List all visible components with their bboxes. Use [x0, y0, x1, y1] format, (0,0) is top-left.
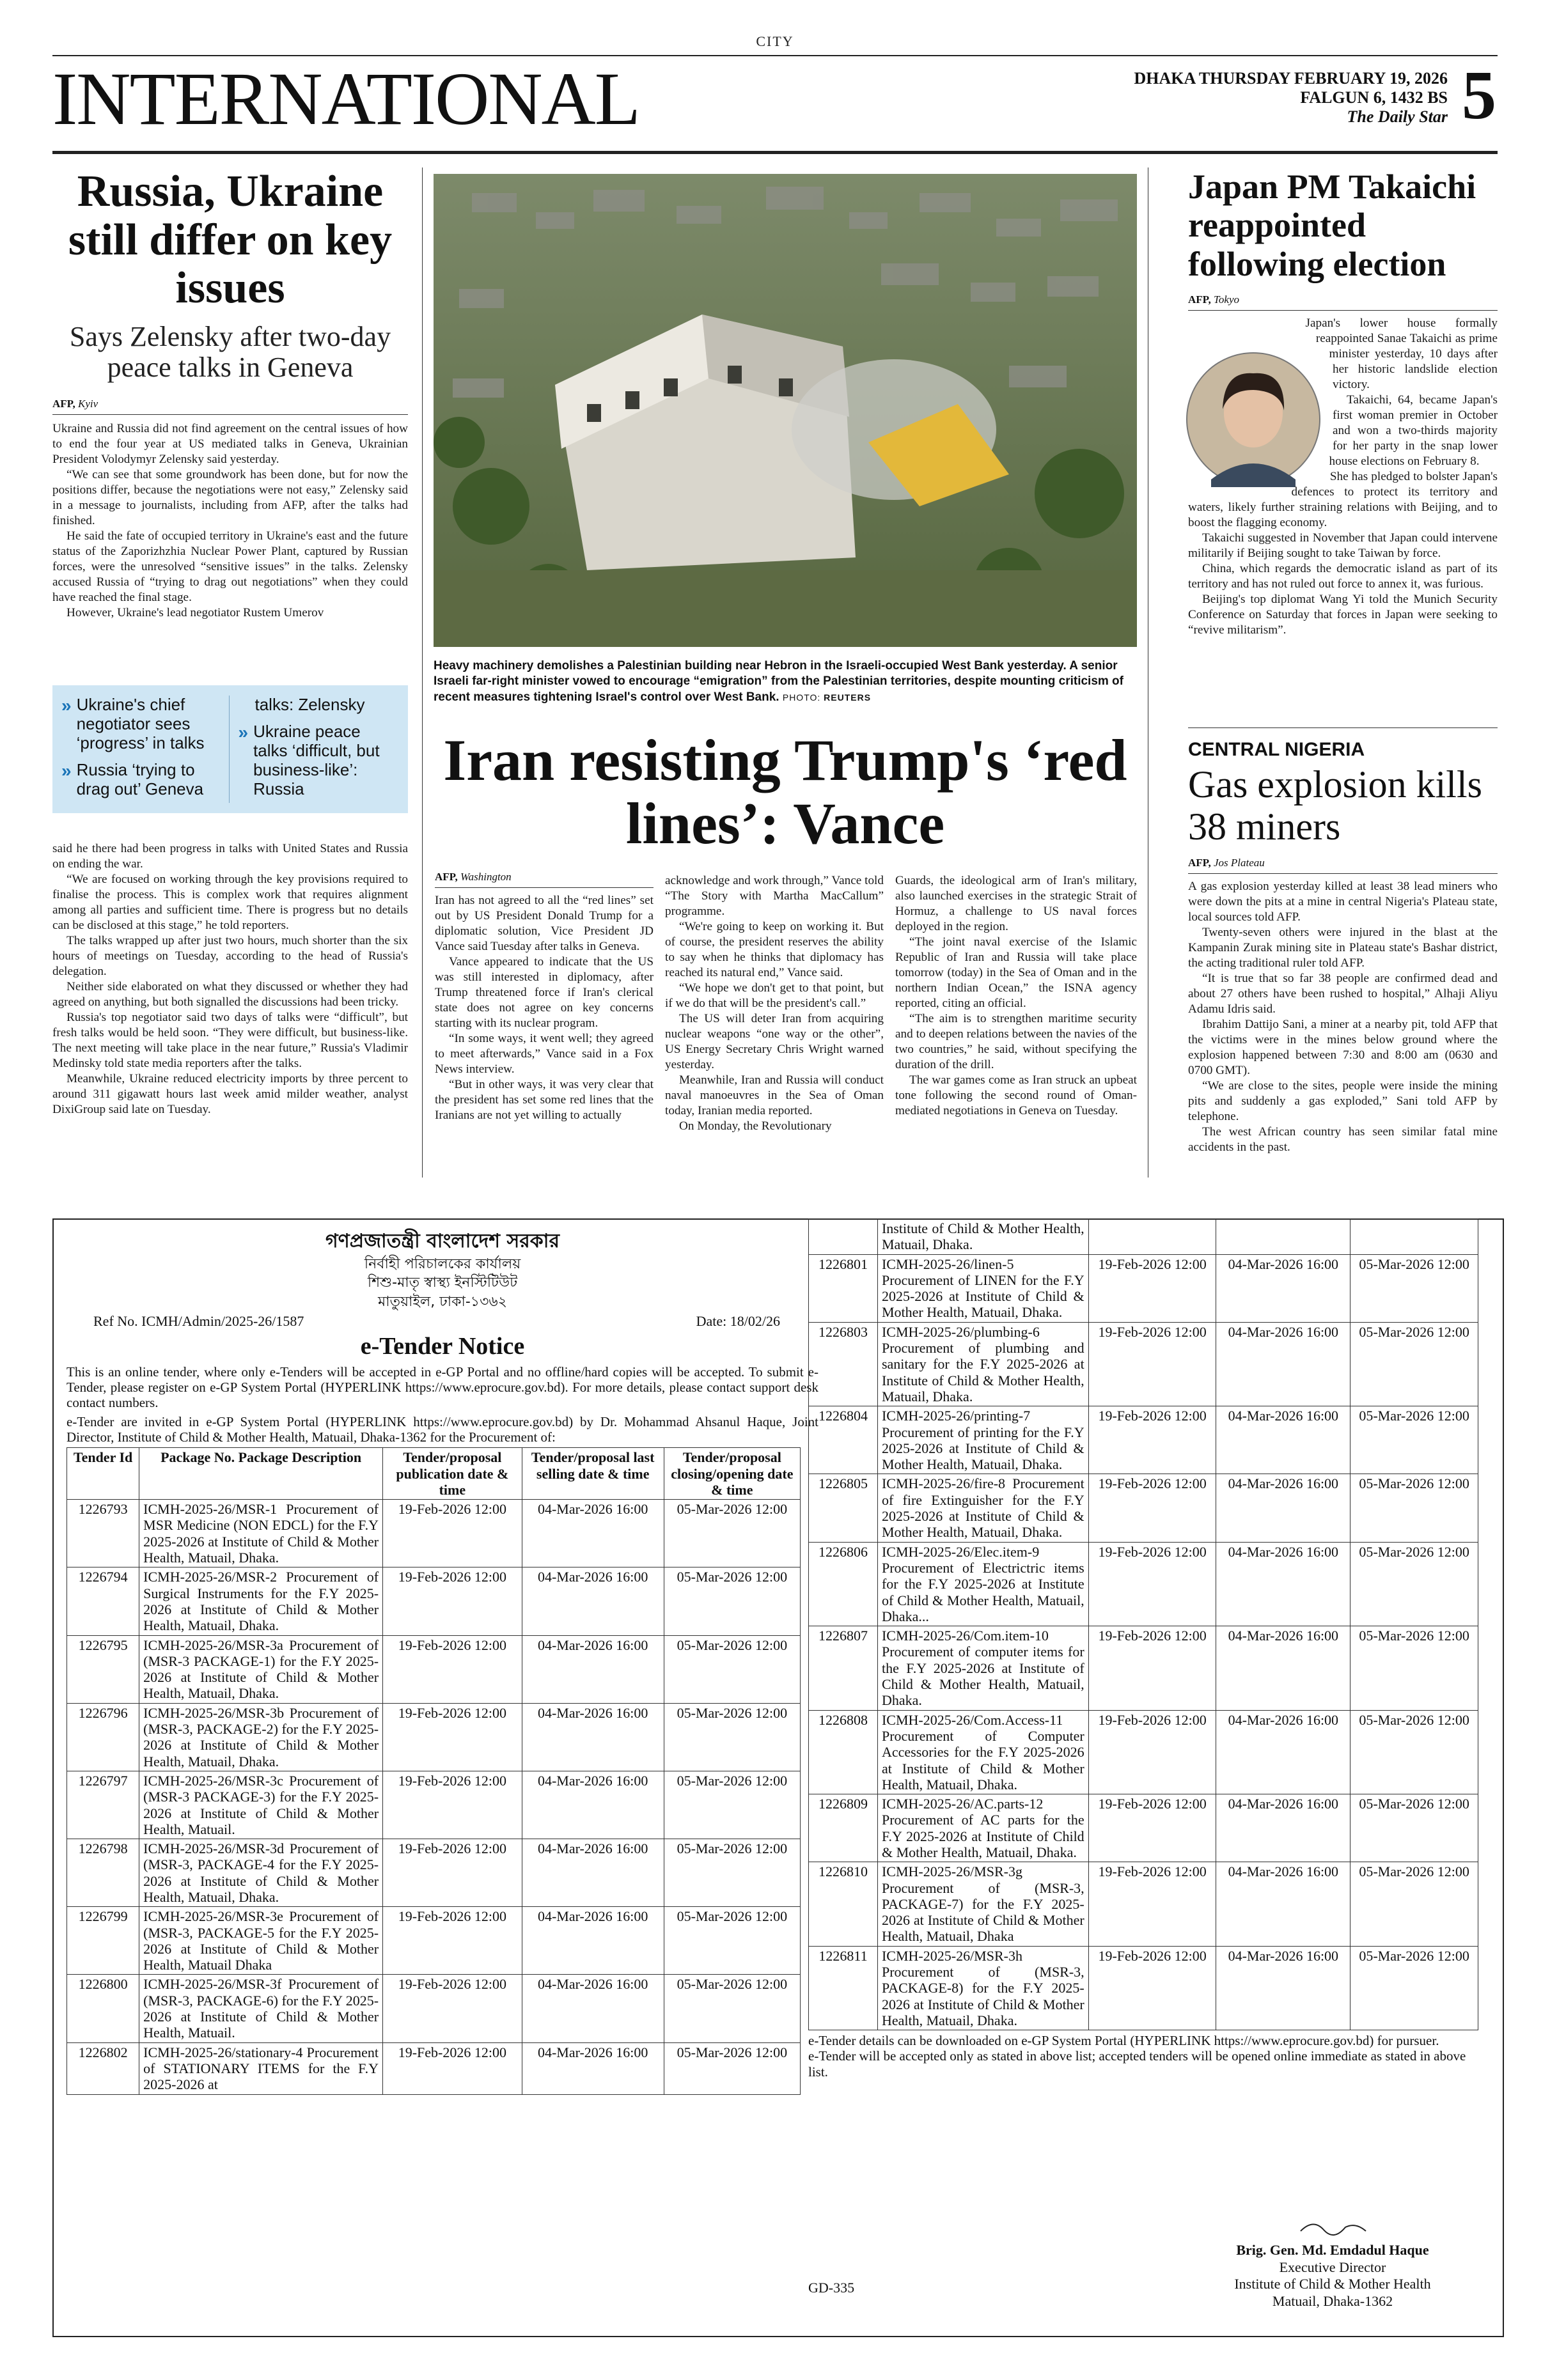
cell-tender-id: 1226809: [809, 1794, 878, 1862]
cell-last-selling: 04-Mar-2026 16:00: [522, 1567, 664, 1635]
table-row: [809, 1322, 1478, 1406]
cell-publication: 19-Feb-2026 12:00: [1088, 1946, 1216, 2030]
paragraph: “We're going to keep on working it. But of course, the president reserves the ability to say when he thinks that diplomacy has reached its natural end,” Vance said.: [665, 920, 884, 979]
russia-body-1: [52, 421, 408, 621]
related-link-cont[interactable]: talks: Zelensky: [254, 695, 365, 714]
signer-title: Executive Director: [1279, 2259, 1386, 2275]
cell-tender-id: 1226807: [809, 1626, 878, 1710]
paragraph: “We hope we don't get to that point, but if we do that will be the president's call.”: [665, 981, 884, 1010]
paragraph: Twenty-seven others were injured in the blast at the Kampanin Zurak mining site in Plateau state's Bashar district, the acting traditional ruler told AFP.: [1188, 926, 1498, 970]
cell-tender-id: 1226795: [67, 1635, 139, 1703]
paragraph: acknowledge and work through,” Vance told “The Story with Martha MacCallum” programme.: [665, 874, 884, 918]
cell-last-selling: 04-Mar-2026 16:00: [522, 1907, 664, 1975]
news-photo: [434, 174, 1137, 647]
cell-publication: 19-Feb-2026 12:00: [1088, 1254, 1216, 1322]
cell-last-selling: 04-Mar-2026 16:00: [1216, 1474, 1350, 1542]
notice-title: e-Tender Notice: [360, 1332, 525, 1360]
cell-closing: 05-Mar-2026 12:00: [664, 1907, 800, 1975]
paragraph: Russia's top negotiator said two days of talks were “difficult”, but fresh talks would be held soon. “They were difficult, but business-like. The next meeting will take place in the near future,” Russia's Vladimir Medinsky told state media reporters after the talks.: [52, 1011, 408, 1070]
cell-publication: 19-Feb-2026 12:00: [383, 1500, 522, 1567]
table-row: [67, 1500, 801, 1567]
cell-closing: 05-Mar-2026 12:00: [1350, 1254, 1478, 1322]
cell-package: ICMH-2025-26/Elec.item-9 Procurement of Electrictric items for the F.Y 2025-2026 at Institute of Child & Mother Health, Matuail, Dhaka...: [877, 1542, 1088, 1626]
cell-publication: 19-Feb-2026 12:00: [1088, 1474, 1216, 1542]
paragraph: Ukraine and Russia did not find agreement on the central issues of how to end the four year at US mediated talks in Geneva, Ukrainian President Volodymyr Zelensky said yesterday.: [52, 421, 408, 466]
cell-closing: 05-Mar-2026 12:00: [664, 1839, 800, 1907]
byline-place: Kyiv: [78, 397, 98, 410]
related-links-box: [52, 685, 408, 813]
table-row: [809, 1254, 1478, 1322]
signer-address: Matuail, Dhaka-1362: [1272, 2293, 1393, 2310]
paper-logo: The Daily Star: [1347, 107, 1448, 126]
paragraph: Takaichi, 64, became Japan's first woman premier in October and won a two-thirds majority for her party in the snap lower house elections on February 8.: [1329, 393, 1498, 469]
paragraph: The war games come as Iran struck an upbeat tone following the second round of Oman-mediated negotiations in Geneva on Tuesday.: [895, 1073, 1137, 1117]
paragraph: Vance appeared to indicate that the US was still interested in diplomacy, after Trump threatened force if Iran's clerical state does not agree on key concerns starting with its nuclear program.: [435, 955, 654, 1030]
institute-name: শিশু-মাতৃ স্বাস্থ্য ইনস্টিটিউট: [367, 1275, 518, 1291]
cell-closing: 05-Mar-2026 12:00: [1350, 1542, 1478, 1626]
cell-publication: 19-Feb-2026 12:00: [383, 2042, 522, 2094]
photo-caption: [434, 658, 1137, 705]
date-text: DHAKA THURSDAY FEBRUARY 19, 2026: [1134, 69, 1448, 88]
paragraph: She has pledged to bolster Japan's defences to protect its territory and waters, likely further straining relations with Beijing, and to boost the flagging economy.: [1188, 470, 1498, 530]
table-row: [67, 1703, 801, 1771]
tender-left: [67, 1229, 818, 2095]
portrait-photo: [1186, 352, 1321, 487]
cell-package: ICMH-2025-26/MSR-2 Procurement of Surgical Instruments for the F.Y 2025-2026 at Institute of Child & Mother Health, Matuail, Dhaka.: [139, 1567, 383, 1635]
paragraph: He said the fate of occupied territory in Ukraine's east and the future status of the Zaporizhzhia Nuclear Power Plant, captured by Russian forces, were the unresolved “sensitive issues” in the talks. Zelensky accused Russia of “trying to drag out negotiations” when they could have reached the final stage.: [52, 529, 408, 604]
cell-package: ICMH-2025-26/MSR-3d Procurement of (MSR-3, PACKAGE-4 for the F.Y 2025-2026 at Institute of Child & Mother Health, Matuail, Dhaka.: [139, 1839, 383, 1907]
chevron-right-icon: »: [61, 696, 72, 715]
header-package: Package No. Package Description: [139, 1448, 383, 1500]
page-number: 5: [1462, 58, 1496, 134]
signature-block: [1192, 2216, 1473, 2310]
cell-last-selling: 04-Mar-2026 16:00: [522, 1500, 664, 1567]
cell-tender-id: 1226796: [67, 1703, 139, 1771]
byline-agency: AFP,: [52, 397, 75, 410]
russia-byline: [52, 398, 408, 415]
table-row: [809, 1406, 1478, 1474]
paragraph: Takaichi suggested in November that Japan could intervene militarily if Beijing sought to take Taiwan by force.: [1188, 531, 1498, 561]
paragraph: said he there had been progress in talks with United States and Russia on ending the war.: [52, 842, 408, 871]
cell-closing: 05-Mar-2026 12:00: [1350, 1406, 1478, 1474]
paragraph: A gas explosion yesterday killed at least 38 lead miners who were down the pits at a mine in central Nigeria's Plateau state, local sources told AFP.: [1188, 880, 1498, 924]
table-row: [809, 1626, 1478, 1710]
cell-tender-id: 1226804: [809, 1406, 878, 1474]
byline-place: Jos Plateau: [1214, 857, 1265, 869]
cell-publication: 19-Feb-2026 12:00: [383, 1907, 522, 1975]
table-row: [67, 1907, 801, 1975]
photo-image: [434, 174, 1137, 647]
cell-tender-id: 1226805: [809, 1474, 878, 1542]
cell-closing: 05-Mar-2026 12:00: [664, 1975, 800, 2042]
table-row: [809, 1474, 1478, 1542]
header-closing: Tender/proposal closing/opening date & time: [664, 1448, 800, 1500]
signature-icon: [1294, 2216, 1371, 2237]
cell-package: ICMH-2025-26/MSR-3h Procurement of (MSR-3, PACKAGE-8) for the F.Y 2025-2026 at Institute of Child & Mother Health, Matuail, Dhaka.: [877, 1946, 1088, 2030]
paragraph: Iran has not agreed to all the “red lines” set out by US President Donald Trump for a diplomatic solution, Vice President JD Vance said Tuesday after talks in Geneva.: [435, 894, 654, 953]
footer-text-1: e-Tender details can be downloaded on e-GP System Portal (HYPERLINK https://www.eprocure.gov.bd) for pursuer.: [808, 2033, 1439, 2049]
paragraph: Meanwhile, Ukraine reduced electricity imports by three percent to around 311 gigawatt hours last week amid milder weather, analyst DixiGroup said late on Tuesday.: [52, 1072, 408, 1116]
table-row: [67, 1567, 801, 1635]
table-row: [67, 1771, 801, 1839]
section-title: INTERNATIONAL: [52, 57, 639, 141]
cell-closing: 05-Mar-2026 12:00: [664, 1703, 800, 1771]
cell-last-selling: 04-Mar-2026 16:00: [522, 1771, 664, 1839]
header-tender-id: Tender Id: [67, 1448, 139, 1500]
cell-closing: 05-Mar-2026 12:00: [1350, 1322, 1478, 1406]
related-link[interactable]: » Ukraine peace talks ‘difficult, but business-like’: Russia: [238, 721, 380, 798]
table-row: [67, 1975, 801, 2042]
iran-column-1: [435, 871, 654, 1123]
cell-package: ICMH-2025-26/Com.Access-11 Procurement of Computer Accessories for the F.Y 2025-2026 at Institute of Child & Mother Health, Matuail, Dhaka.: [877, 1710, 1088, 1794]
cell-closing: 05-Mar-2026 12:00: [1350, 1626, 1478, 1710]
story-divider: [1188, 727, 1498, 728]
paragraph: Beijing's top diplomat Wang Yi told the Munich Security Conference on Saturday that forces in Japan were seeking to “revive militarism”.: [1188, 593, 1498, 637]
japan-byline: [1188, 293, 1498, 311]
paragraph: The west African country has seen similar fatal mine accidents in the past.: [1188, 1125, 1498, 1154]
dateline: [1134, 69, 1448, 127]
cell-tender-id: 1226797: [67, 1771, 139, 1839]
paragraph: On Monday, the Revolutionary: [679, 1119, 832, 1133]
paragraph: “But in other ways, it was very clear that the president has set some red lines that the Iranians are not yet willing to actually: [435, 1078, 654, 1122]
office-name: নির্বাহী পরিচালকের কার্যালয়: [364, 1256, 521, 1272]
header-last-selling: Tender/proposal last selling date & time: [522, 1448, 664, 1500]
tender-notice: [52, 1218, 1504, 2337]
cell-closing: 05-Mar-2026 12:00: [1350, 1946, 1478, 2030]
cell-last-selling: 04-Mar-2026 16:00: [1216, 1322, 1350, 1406]
byline-agency: AFP,: [1188, 857, 1211, 869]
cell-package: ICMH-2025-26/stationary-4 Procurement of STATIONARY ITEMS for the F.Y 2025-2026 at: [139, 2042, 383, 2094]
govt-name: গণপ্রজাতন্ত্রী বাংলাদেশ সরকার: [325, 1230, 560, 1252]
iran-column-2: [665, 873, 884, 1134]
paragraph: Guards, the ideological arm of Iran's military, also launched exercises in the strategic Strait of Hormuz, a challenge to US naval forces deployed in the region.: [895, 874, 1137, 933]
cell-package: ICMH-2025-26/printing-7 Procurement of printing for the F.Y 2025-2026 at Institute of Child & Mother Health, Matuail, Dhaka.: [877, 1406, 1088, 1474]
paragraph: “The joint naval exercise of the Islamic Republic of Iran and Russia will take place tomorrow (today) in the Sea of Oman and in the northern Indian Ocean,” the ISNA agency reported, citing an official.: [895, 935, 1137, 1010]
cell-publication: 19-Feb-2026 12:00: [383, 1703, 522, 1771]
paragraph: The talks wrapped up after just two hours, much shorter than the six hours of meetings on Tuesday, according to the head of Russia's delegation.: [52, 934, 408, 978]
cell-closing: 05-Mar-2026 12:00: [664, 2042, 800, 2094]
cell-package: ICMH-2025-26/plumbing-6 Procurement of plumbing and sanitary for the F.Y 2025-2026 at Institute of Child & Mother Health, Matuail, Dhaka.: [877, 1322, 1088, 1406]
cell-closing: 05-Mar-2026 12:00: [664, 1567, 800, 1635]
notice-date: Date: 18/02/26: [696, 1312, 780, 1329]
table-row: [809, 1219, 1478, 1255]
byline-place: Tokyo: [1214, 293, 1239, 306]
cell-last-selling: 04-Mar-2026 16:00: [522, 1839, 664, 1907]
table-row: [809, 1862, 1478, 1946]
cell-tender-id: 1226800: [67, 1975, 139, 2042]
chevron-right-icon: »: [238, 722, 249, 742]
cell-last-selling: 04-Mar-2026 16:00: [522, 2042, 664, 2094]
nigeria-byline: [1188, 857, 1498, 874]
iran-headline: Iran resisting Trump's ‘red lines’: Vance: [443, 727, 1127, 857]
cell-closing: 05-Mar-2026 12:00: [664, 1771, 800, 1839]
signer-org: Institute of Child & Mother Health: [1234, 2276, 1431, 2292]
related-link[interactable]: » Ukraine's chief negotiator sees ‘progress’ in talks: [61, 695, 205, 752]
cell-tender-id: 1226794: [67, 1567, 139, 1635]
running-head: CITY: [756, 33, 794, 49]
cell-tender-id: 1226808: [809, 1710, 878, 1794]
intro-text: This is an online tender, where only e-Tenders will be accepted in e-GP Portal and no offline/hard copies will be accepted. To submit e-Tender, please register on e-GP System Portal (HYPERLINK https://www.eprocure.gov.bd). For more details, please contact support desk contact numbers.: [67, 1364, 818, 1410]
cell-publication: 19-Feb-2026 12:00: [383, 1771, 522, 1839]
byline-place: Washington: [460, 871, 512, 883]
table-row: [809, 1542, 1478, 1626]
paragraph: “We can see that some groundwork has been done, but for now the positions differ, because the negotiations were not easy,” Zelensky said in a message to journalists, including from AFP, after the talks had finished.: [52, 467, 408, 527]
paragraph: “We are focused on working through the key provisions required to finalise the process. This is complex work that requires alignment among all parties and sufficient time. There is progress but no details can be disclosed at this stage,” he told reporters.: [52, 873, 408, 932]
paragraph: China, which regards the democratic island as part of its territory and has not ruled out force to annex it, was furious.: [1188, 562, 1498, 591]
cell-package: ICMH-2025-26/MSR-1 Procurement of MSR Medicine (NON EDCL) for the F.Y 2025-2026 at Institute of Child & Mother Health, Matuail, Dhaka.: [139, 1500, 383, 1567]
table-row: [809, 1946, 1478, 2030]
cell-last-selling: 04-Mar-2026 16:00: [1216, 1794, 1350, 1862]
iran-column-3: [895, 873, 1137, 1119]
cell-last-selling: 04-Mar-2026 16:00: [1216, 1862, 1350, 1946]
cell-package: ICMH-2025-26/MSR-3g Procurement of (MSR-3, PACKAGE-7) for the F.Y 2025-2026 at Institute of Child & Mother Health, Matuail, Dhaka: [877, 1862, 1088, 1946]
japan-story: [1188, 167, 1498, 638]
cell-publication: 19-Feb-2026 12:00: [383, 1567, 522, 1635]
cell-package: ICMH-2025-26/MSR-3a Procurement of (MSR-3 PACKAGE-1) for the F.Y 2025-2026 at Institute of Child & Mother Health, Matuail, Dhaka.: [139, 1635, 383, 1703]
russia-headline: Russia, Ukraine still differ on key issues: [68, 167, 393, 313]
nigeria-body: [1188, 879, 1498, 1155]
paragraph: “The aim is to strengthen maritime security and to deepen relations between the navies of the two countries,” he said, without specifying the duration of the drill.: [895, 1012, 1137, 1071]
paragraph: Neither side elaborated on what they discussed or whether they had agreed on anything, but both signalled the discussions had been tricky.: [52, 980, 408, 1009]
gd-number: GD-335: [808, 2280, 855, 2296]
paragraph: “We are close to the sites, people were inside the mining pits and suddenly a gas exploded,” Sani told AFP by telephone.: [1188, 1079, 1498, 1123]
cell-package: ICMH-2025-26/AC.parts-12 Procurement of AC parts for the F.Y 2025-2026 at Institute of Child & Mother Health, Matuail, Dhaka.: [877, 1794, 1088, 1862]
nigeria-headline: Gas explosion kills 38 miners: [1188, 763, 1482, 848]
paragraph: Ibrahim Dattijo Sani, a miner at a nearby pit, told AFP that the victims were in the mines below ground where the explosion happened between 7:30 and 8:00 am (0630 and 0700 GMT).: [1188, 1018, 1498, 1077]
paragraph: “In some ways, it went well; they agreed to meet afterwards,” Vance said in a Fox News interview.: [435, 1032, 654, 1076]
cell-last-selling: 04-Mar-2026 16:00: [522, 1975, 664, 2042]
paragraph: “It is true that so far 38 people are confirmed dead and about 27 others have been rushed to hospital,” Alhaji Aliyu Adamu Idris said.: [1188, 972, 1498, 1016]
cell-publication: 19-Feb-2026 12:00: [1088, 1862, 1216, 1946]
russia-deck: Says Zelensky after two-day peace talks in Geneva: [69, 320, 391, 384]
cell-tender-id: 1226799: [67, 1907, 139, 1975]
paragraph: Japan's lower house formally reappointed Sanae Takaichi as prime minister yesterday, 10 days after her historic landslide election victory.: [1305, 316, 1498, 392]
cell-package: ICMH-2025-26/linen-5 Procurement of LINEN for the F.Y 2025-2026 at Institute of Child & Mother Health, Matuail, Dhaka.: [877, 1254, 1088, 1322]
cell-package: ICMH-2025-26/MSR-3f Procurement of (MSR-3, PACKAGE-6) for the F.Y 2025-2026 at Institute of Child & Mother Health, Matuail.: [139, 1975, 383, 2042]
cell-tender-id: 1226810: [809, 1862, 878, 1946]
cell-publication: 19-Feb-2026 12:00: [383, 1975, 522, 2042]
cell-publication: 19-Feb-2026 12:00: [1088, 1794, 1216, 1862]
tender-table-left: [67, 1447, 801, 2094]
invite-text: e-Tender are invited in e-GP System Portal (HYPERLINK https://www.eprocure.gov.bd) by Dr. Mohammad Ahsanul Haque, Joint Director, Institute of Child & Mother Health, Matuail, Dhaka-1362 for the Procurement of:: [67, 1413, 818, 1445]
header-publication: Tender/proposal publication date & time: [383, 1448, 522, 1500]
cell-last-selling: 04-Mar-2026 16:00: [522, 1635, 664, 1703]
cell-package: ICMH-2025-26/MSR-3b Procurement of (MSR-3, PACKAGE-2) for the F.Y 2025-2026 at Institute of Child & Mother Health, Matuail, Dhaka.: [139, 1703, 383, 1771]
tender-right: [808, 1218, 1496, 2310]
bangla-date-text: FALGUN 6, 1432 BS: [1300, 88, 1448, 107]
institute-address: মাতুয়াইল, ঢাকা-১৩৬২: [378, 1293, 507, 1310]
paragraph: Meanwhile, Iran and Russia will conduct naval manoeuvres in the Sea of Oman today, Iranian media reported.: [665, 1073, 884, 1117]
table-row: [67, 2042, 801, 2094]
cell-closing: 05-Mar-2026 12:00: [1350, 1794, 1478, 1862]
cell-tender-id: 1226801: [809, 1254, 878, 1322]
table-row: [67, 1839, 801, 1907]
cell-last-selling: 04-Mar-2026 16:00: [1216, 1254, 1350, 1322]
portrait-float: [1186, 352, 1325, 500]
cell-publication: 19-Feb-2026 12:00: [383, 1635, 522, 1703]
cell-last-selling: 04-Mar-2026 16:00: [1216, 1406, 1350, 1474]
cell-publication: 19-Feb-2026 12:00: [1088, 1406, 1216, 1474]
cell-closing: 05-Mar-2026 12:00: [664, 1635, 800, 1703]
table-row: [809, 1794, 1478, 1862]
cell-last-selling: 04-Mar-2026 16:00: [1216, 1542, 1350, 1626]
caption-text: Heavy machinery demolishes a Palestinian building near Hebron in the Israeli-occupied West Bank yesterday. A senior Israeli far-right minister vowed to encourage “emigration” from the Palestinian territories, despite mounting criticism of recent measures tightening Israel's control over West Bank.: [434, 659, 1123, 704]
cell-package: ICMH-2025-26/MSR-3e Procurement of (MSR-3, PACKAGE-5 for the F.Y 2025-2026 at Institute of Child & Mother Health, Matuail Dhaka: [139, 1907, 383, 1975]
cell-publication: 19-Feb-2026 12:00: [1088, 1626, 1216, 1710]
iran-byline: [435, 871, 654, 888]
top-rule: [52, 55, 1498, 56]
cell-tender-id: 1226806: [809, 1542, 878, 1626]
cell-package-cont: Institute of Child & Mother Health, Matuail, Dhaka.: [877, 1219, 1088, 1255]
table-header: [67, 1448, 801, 1500]
japan-headline: Japan PM Takaichi reappointed following election: [1188, 167, 1476, 283]
russia-story: [52, 167, 408, 621]
cell-publication: 19-Feb-2026 12:00: [1088, 1322, 1216, 1406]
cell-tender-id: 1226811: [809, 1946, 878, 2030]
paragraph: However, Ukraine's lead negotiator Rustem Umerov: [67, 605, 324, 619]
cell-publication: 19-Feb-2026 12:00: [1088, 1710, 1216, 1794]
column-rule-left: [422, 167, 423, 1178]
ref-number: Ref No. ICMH/Admin/2025-26/1587: [93, 1312, 304, 1329]
paragraph: The US will deter Iran from acquiring nuclear weapons “one way or the other”, US Energy Secretary Chris Wright warned yesterday.: [665, 1012, 884, 1071]
nigeria-kicker: CENTRAL NIGERIA: [1188, 739, 1365, 760]
cell-closing: 05-Mar-2026 12:00: [1350, 1862, 1478, 1946]
japan-body: [1188, 316, 1498, 638]
signer-name: Brig. Gen. Md. Emdadul Haque: [1236, 2241, 1429, 2258]
cell-package: ICMH-2025-26/Com.item-10 Procurement of computer items for the F.Y 2025-2026 at Institute of Child & Mother Health, Matuail, Dhaka.: [877, 1626, 1088, 1710]
masthead-rule: [52, 151, 1498, 154]
cell-tender-id: 1226793: [67, 1500, 139, 1567]
byline-agency: AFP,: [1188, 293, 1211, 306]
tender-table-right: [808, 1218, 1478, 2030]
cell-tender-id: 1226803: [809, 1322, 878, 1406]
cell-tender-id: 1226798: [67, 1839, 139, 1907]
cell-last-selling: 04-Mar-2026 16:00: [1216, 1626, 1350, 1710]
byline-agency: AFP,: [435, 871, 458, 883]
nigeria-story: [1188, 739, 1498, 1155]
chevron-right-icon: »: [61, 760, 72, 781]
cell-package: ICMH-2025-26/fire-8 Procurement of fire Extinguisher for the F.Y 2025-2026 at Institute of Child & Mother Health, Matuail, Dhaka.: [877, 1474, 1088, 1542]
table-row: [67, 1635, 801, 1703]
russia-body-2: [52, 841, 408, 1117]
related-link[interactable]: » Russia ‘trying to drag out’ Geneva: [61, 759, 204, 798]
cell-publication: 19-Feb-2026 12:00: [383, 1839, 522, 1907]
photo-credit: PHOTO: REUTERS: [782, 692, 872, 703]
cell-tender-id: 1226802: [67, 2042, 139, 2094]
table-row: [809, 1710, 1478, 1794]
cell-closing: 05-Mar-2026 12:00: [1350, 1710, 1478, 1794]
cell-package: ICMH-2025-26/MSR-3c Procurement of (MSR-3 PACKAGE-3) for the F.Y 2025-2026 at Institute of Child & Mother Health, Matuail.: [139, 1771, 383, 1839]
cell-closing: 05-Mar-2026 12:00: [664, 1500, 800, 1567]
cell-last-selling: 04-Mar-2026 16:00: [1216, 1710, 1350, 1794]
cell-publication: 19-Feb-2026 12:00: [1088, 1542, 1216, 1626]
cell-last-selling: 04-Mar-2026 16:00: [522, 1703, 664, 1771]
footer-text-2: e-Tender will be accepted only as stated in above list; accepted tenders will be opened online immediate as stated in above list.: [808, 2048, 1466, 2080]
cell-closing: 05-Mar-2026 12:00: [1350, 1474, 1478, 1542]
cell-last-selling: 04-Mar-2026 16:00: [1216, 1946, 1350, 2030]
